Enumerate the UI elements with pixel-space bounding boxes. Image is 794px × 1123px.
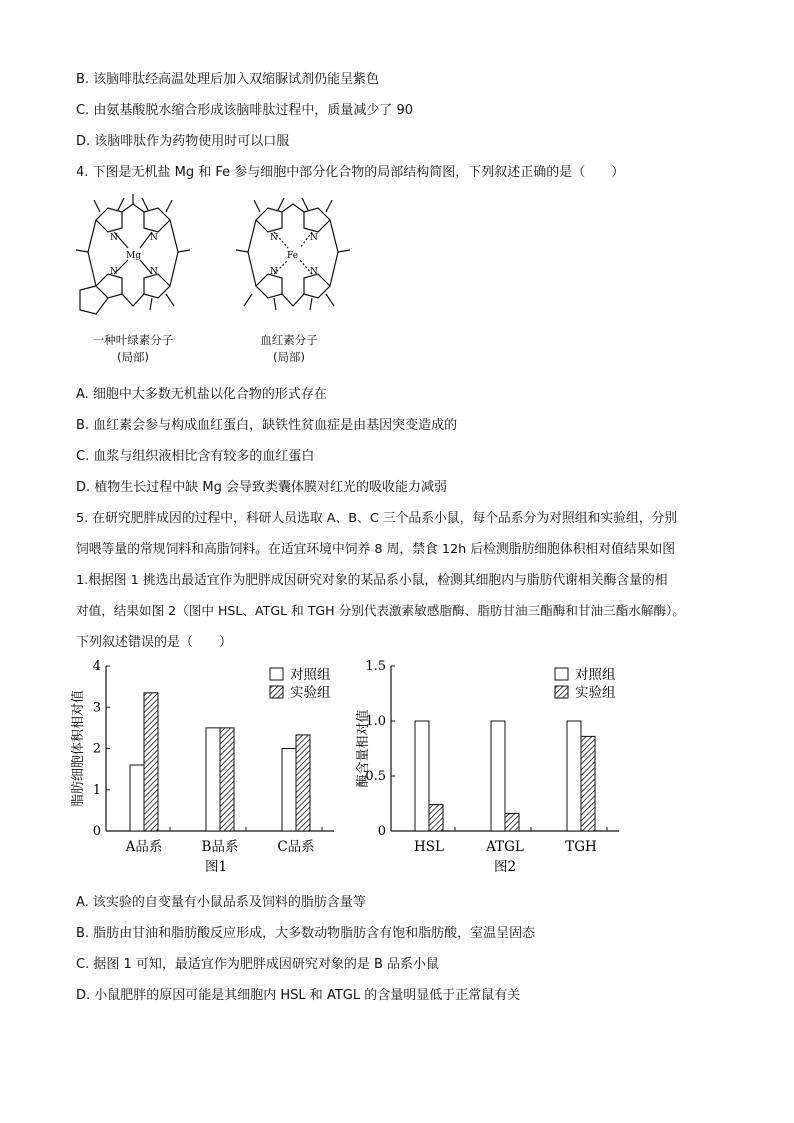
- n-label: N: [310, 267, 318, 277]
- q5-option-a: A. 该实验的自变量有小鼠品系及饲料的脂肪含量等: [76, 895, 366, 910]
- bar-experimental: [429, 805, 443, 831]
- bar-control: [206, 728, 220, 831]
- bar-experimental: [505, 813, 519, 831]
- bar-experimental: [296, 735, 310, 831]
- legend-swatch: [270, 686, 283, 698]
- x-tick-label: C品系: [277, 839, 315, 855]
- y-tick-label: 0.5: [365, 769, 386, 784]
- y-tick-label: 0: [92, 824, 101, 839]
- figure-1-bar-chart: [70, 656, 340, 876]
- q4-option-b: B. 血红素会参与构成血红蛋白，缺铁性贫血症是由基因突变造成的: [76, 418, 458, 433]
- legend-swatch: [555, 668, 568, 680]
- q5-option-c: C. 据图 1 可知，最适宜作为肥胖成因研究对象的是 B 品系小鼠: [76, 957, 440, 972]
- legend-label: 对照组: [290, 667, 331, 683]
- bar-control: [491, 721, 505, 831]
- q3-option-d: D. 该脑啡肽作为药物使用时可以口服: [76, 134, 290, 149]
- y-tick-label: 1: [92, 782, 101, 798]
- heme-structure-figure: [228, 190, 358, 330]
- q5-stem-line-3: 1.根据图 1 挑选出最适宜作为肥胖成因研究对象的某品系小鼠，检测其细胞内与脂肪代谢相关酶含量的相: [76, 573, 668, 588]
- n-label: N: [270, 233, 278, 243]
- q3-option-c: C. 由氨基酸脱水缩合形成该脑啡肽过程中，质量减少了 90: [76, 103, 414, 118]
- x-tick-label: ATGL: [486, 839, 524, 855]
- y-tick-label: 3: [92, 700, 101, 716]
- y-tick-label: 1.0: [365, 714, 386, 729]
- bar-control: [567, 721, 581, 831]
- y-tick-label: 0: [377, 824, 386, 839]
- q5-stem-line-1: 5. 在研究肥胖成因的过程中，科研人员选取 A、B、C 三个品系小鼠，每个品系分为对照组和实验组，分别: [76, 511, 678, 526]
- x-tick-label: A品系: [125, 839, 163, 855]
- y-axis-label: 脂肪细胞体积相对值: [71, 689, 86, 808]
- y-tick-label: 4: [92, 659, 101, 674]
- x-tick-label: HSL: [414, 839, 444, 855]
- figure-2-bar-chart: [355, 656, 625, 876]
- y-tick-label: 2: [92, 741, 101, 757]
- q3-option-b: B. 该脑啡肽经高温处理后加入双缩脲试剂仍能呈紫色: [76, 72, 380, 87]
- legend-label: 对照组: [575, 667, 616, 683]
- center-atom-fe: Fe: [287, 251, 299, 261]
- bar-experimental: [220, 728, 234, 831]
- legend-swatch: [555, 686, 568, 698]
- n-label: N: [110, 233, 118, 243]
- heme-caption-part: (局部): [273, 350, 305, 364]
- x-tick-label: TGH: [565, 839, 597, 855]
- chlorophyll-caption-part: (局部): [117, 350, 149, 364]
- q4-stem: 4. 下图是无机盐 Mg 和 Fe 参与细胞中部分化合物的局部结构简图，下列叙述正确的是（ ）: [76, 165, 625, 180]
- y-tick-label: 1.5: [365, 659, 386, 674]
- q5-stem-line-2: 饲喂等量的常规饲料和高脂饲料。在适宜环境中饲养 8 周，禁食 12h 后检测脂肪细胞体积相对值结果如图: [76, 542, 676, 557]
- bar-experimental: [144, 693, 158, 831]
- y-axis-label: 酶含量相对值: [356, 709, 371, 788]
- bar-control: [282, 749, 296, 832]
- q5-option-d: D. 小鼠肥胖的原因可能是其细胞内 HSL 和 ATGL 的含量明显低于正常鼠有关: [76, 988, 521, 1003]
- q5-option-b: B. 脂肪由甘油和脂肪酸反应形成，大多数动物脂肪含有饱和脂肪酸，室温呈固态: [76, 926, 536, 941]
- legend-label: 实验组: [575, 685, 616, 701]
- q4-option-c: C. 血浆与组织液相比含有较多的血红蛋白: [76, 449, 315, 464]
- q5-stem-line-5: 下列叙述错误的是（ ）: [76, 635, 233, 650]
- n-label: N: [110, 267, 118, 277]
- chlorophyll-caption: 一种叶绿素分子: [92, 333, 174, 347]
- n-label: N: [310, 233, 318, 243]
- q4-option-a: A. 细胞中大多数无机盐以化合物的形式存在: [76, 387, 327, 402]
- x-tick-label: B品系: [201, 839, 239, 855]
- heme-caption: 血红素分子: [260, 333, 318, 347]
- bar-experimental: [581, 736, 595, 831]
- n-label: N: [150, 267, 158, 277]
- bar-control: [130, 765, 144, 831]
- center-atom-mg: Mg: [126, 251, 141, 261]
- chlorophyll-structure-figure: [68, 190, 198, 330]
- q4-option-d: D. 植物生长过程中缺 Mg 会导致类囊体膜对红光的吸收能力减弱: [76, 480, 448, 495]
- legend-swatch: [270, 668, 283, 680]
- q5-stem-line-4: 对值，结果如图 2（图中 HSL、ATGL 和 TGH 分别代表激素敏感脂酶、脂肪甘油三酯酶和甘油三酯水解酶）。: [76, 603, 685, 618]
- n-label: N: [150, 233, 158, 243]
- legend-label: 实验组: [290, 685, 331, 701]
- n-label: N: [270, 267, 278, 277]
- bar-control: [415, 721, 429, 831]
- figure-title: 图2: [493, 859, 517, 875]
- figure-title: 图1: [204, 859, 228, 875]
